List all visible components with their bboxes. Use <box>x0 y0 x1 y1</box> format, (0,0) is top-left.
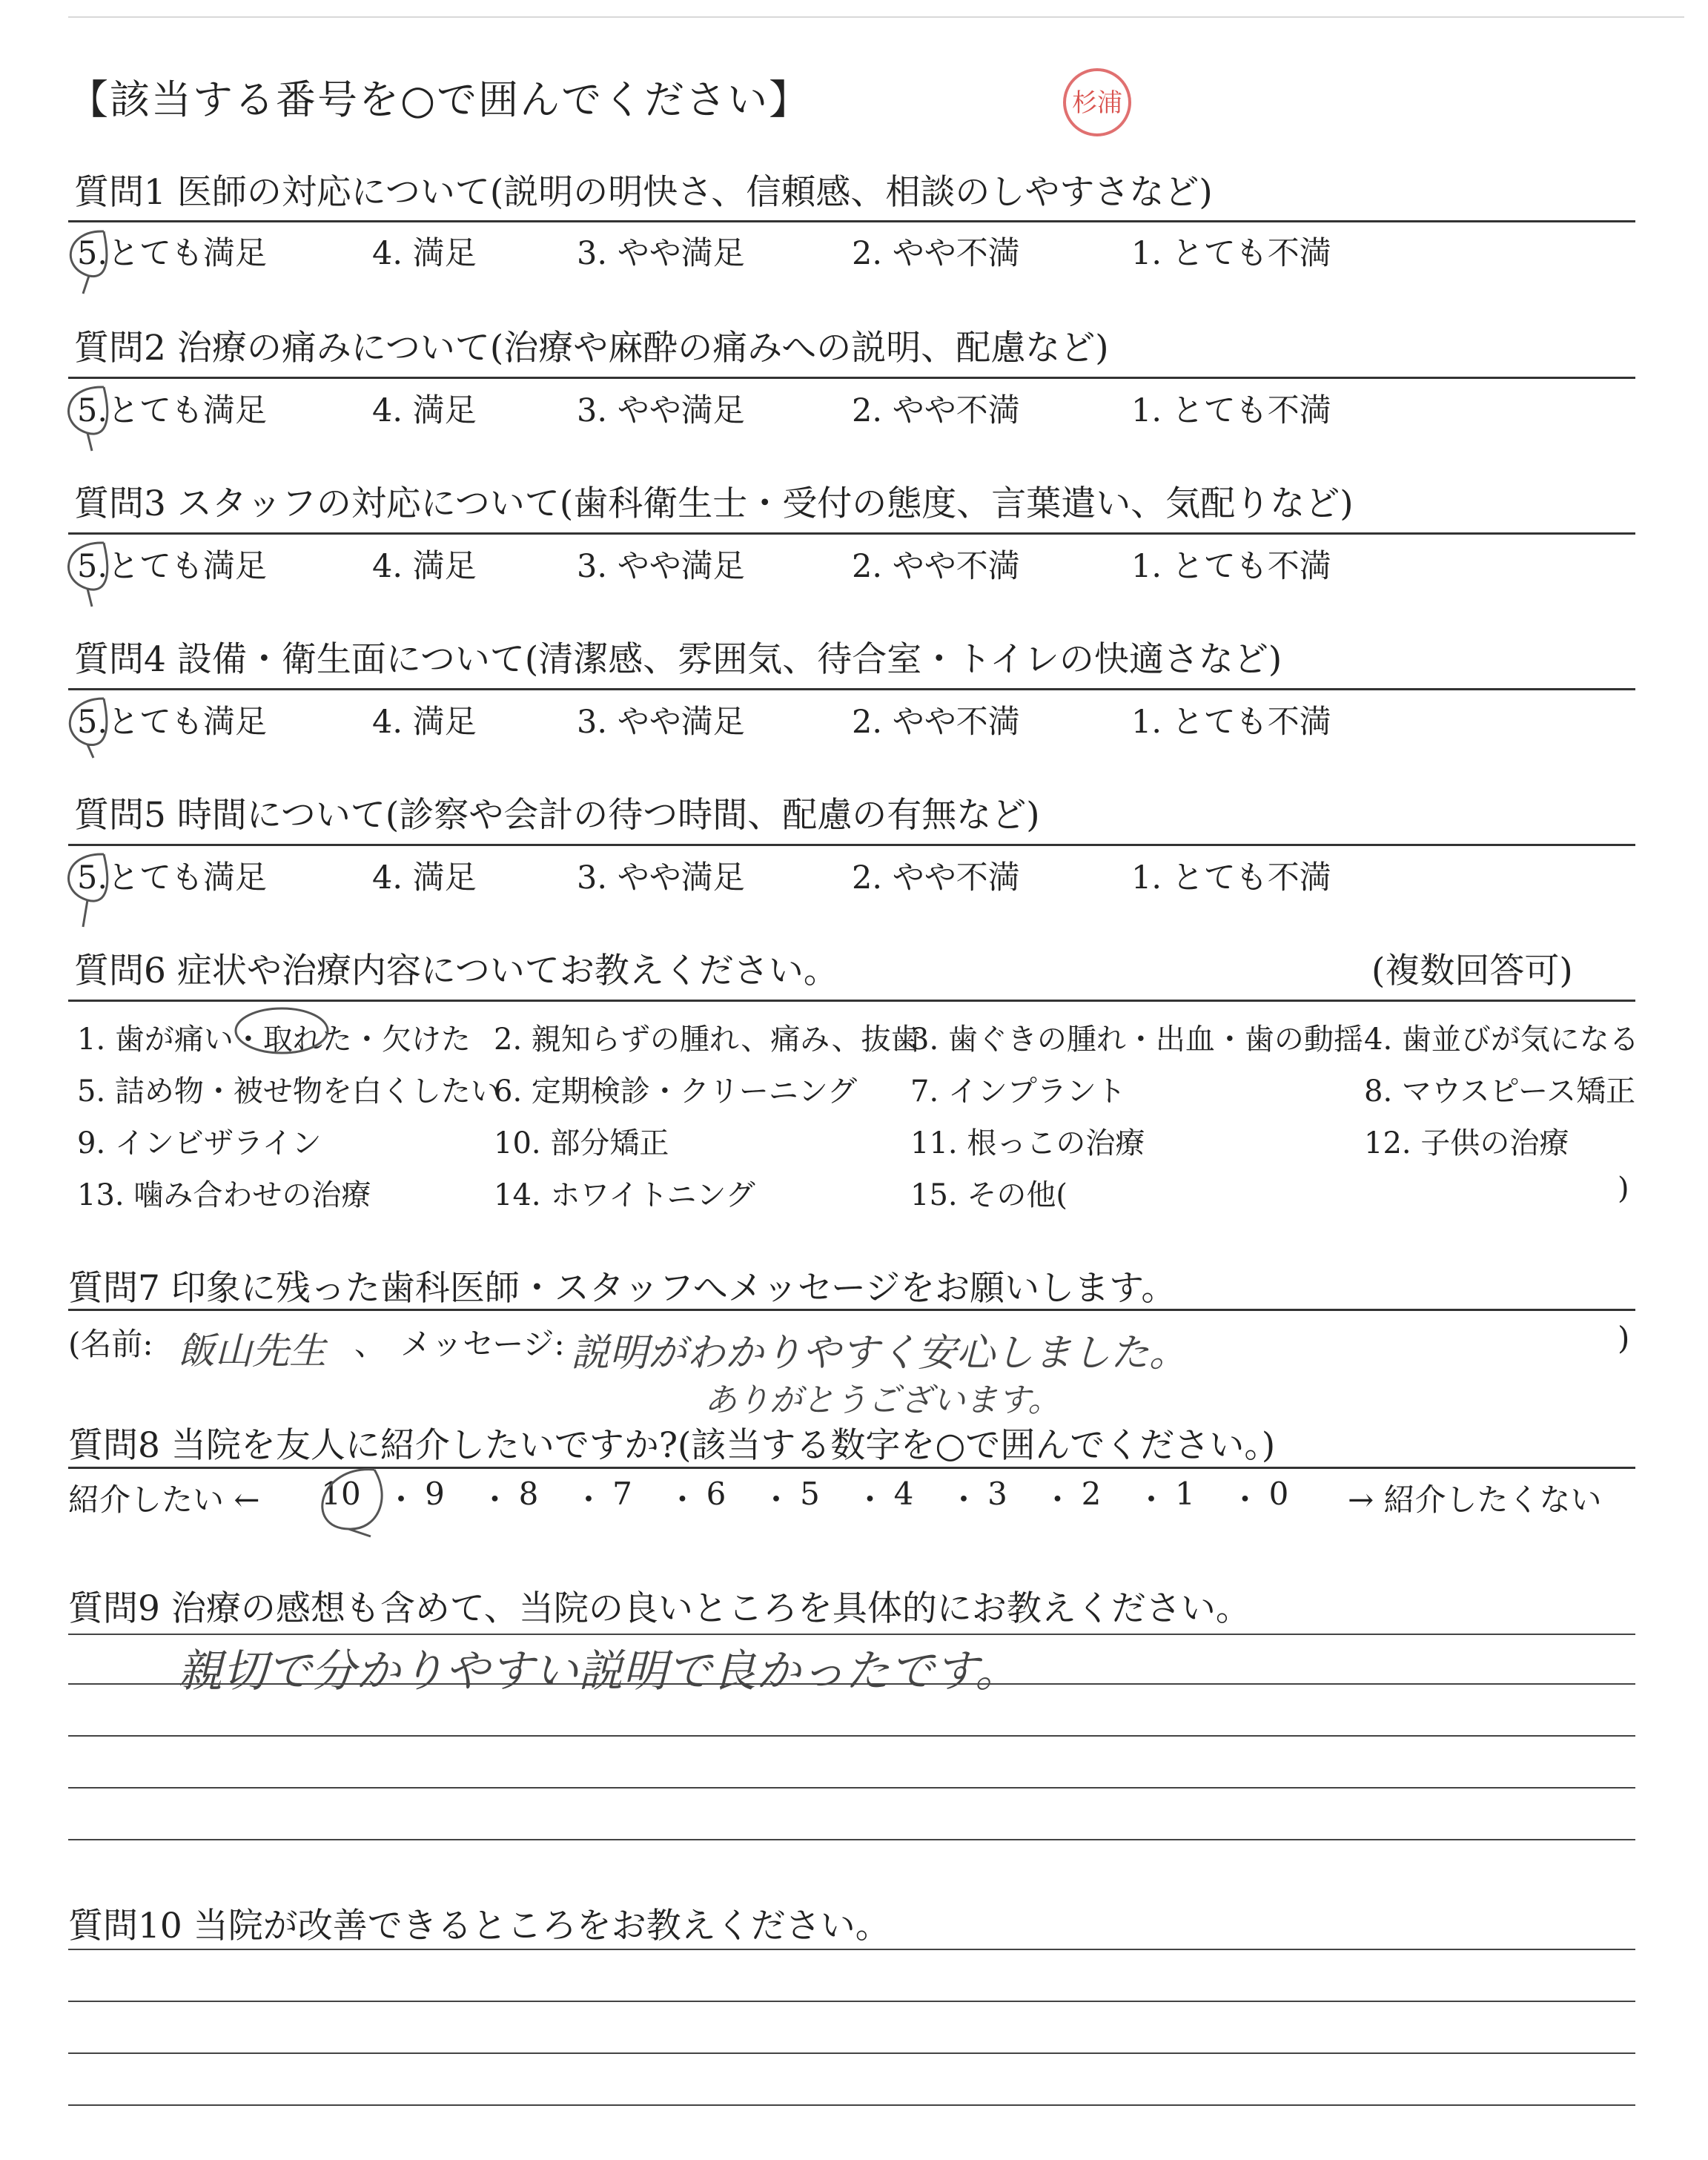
q6-item-2[interactable]: 2. 親知らずの腫れ、痛み、抜歯 <box>494 1023 921 1057</box>
q6-item-10[interactable]: 10. 部分矯正 <box>494 1126 669 1160</box>
question-4-options <box>68 697 1551 742</box>
q8-scale-separator: ・ <box>573 1482 605 1518</box>
option-1[interactable]: 1. とても不満 <box>1131 235 1331 272</box>
stamp-text: 杉浦 <box>1072 88 1122 118</box>
option-4[interactable]: 4. 満足 <box>372 548 477 585</box>
q8-scale-separator: ・ <box>761 1482 792 1518</box>
question-7-title: 質問7 印象に残った歯科医師・スタッフへメッセージをお願いします。 <box>68 1268 1176 1309</box>
question-6-rule <box>68 1000 1635 1002</box>
q8-scale-separator: ・ <box>948 1482 980 1518</box>
question-1-options <box>68 228 1551 273</box>
q10-line-2 <box>68 2001 1635 2002</box>
q7-message-label: メッセージ: <box>400 1326 565 1362</box>
q8-scale-separator: ・ <box>479 1482 511 1518</box>
question-3-options <box>68 541 1551 586</box>
q8-left-label: 紹介したい ← <box>68 1482 260 1518</box>
q10-line-4 <box>68 2104 1635 2106</box>
q6-item-4[interactable]: 4. 歯並びが気になる <box>1364 1023 1639 1057</box>
question-3-title: 質問3 スタッフの対応について(歯科衛生士・受付の態度、言葉遣い、気配りなど) <box>74 483 1354 524</box>
question-5-options <box>68 853 1551 897</box>
q8-scale-0[interactable]: 0 <box>1268 1476 1289 1512</box>
question-5-rule <box>68 844 1635 846</box>
q6-item-6[interactable]: 6. 定期検診・クリーニング <box>494 1074 858 1109</box>
q10-line-3 <box>68 2052 1635 2054</box>
question-7-rule <box>68 1309 1635 1311</box>
question-4-title: 質問4 設備・衛生面について(清潔感、雰囲気、待合室・トイレの快適さなど) <box>74 639 1282 680</box>
option-2[interactable]: 2. やや不満 <box>852 548 1020 585</box>
q8-scale-4[interactable]: 4 <box>893 1476 914 1512</box>
q6-item-5[interactable]: 5. 詰め物・被せ物を白くしたい <box>77 1074 500 1109</box>
option-2[interactable]: 2. やや不満 <box>852 859 1020 896</box>
question-1-title: 質問1 医師の対応について(説明の明快さ、信頼感、相談のしやすさなど) <box>74 172 1213 213</box>
option-2[interactable]: 2. やや不満 <box>852 704 1020 741</box>
question-4-rule <box>68 688 1635 690</box>
option-5[interactable]: 5.とても満足 <box>77 548 268 585</box>
option-1[interactable]: 1. とても不満 <box>1131 392 1331 429</box>
question-6-note: (複数回答可) <box>1371 951 1573 991</box>
q7-message-line-1[interactable]: 説明がわかりやすく安心しました。 <box>571 1331 1188 1375</box>
q6-item-12[interactable]: 12. 子供の治療 <box>1364 1126 1569 1160</box>
option-1[interactable]: 1. とても不満 <box>1131 548 1331 585</box>
q8-scale-7[interactable]: 7 <box>612 1476 632 1512</box>
question-1-rule <box>68 220 1635 222</box>
question-8-title: 質問8 当院を友人に紹介したいですか?(該当する数字を○で囲んでください。) <box>68 1425 1276 1466</box>
option-3[interactable]: 3. やや満足 <box>577 548 745 585</box>
q8-scale-separator: ・ <box>1042 1482 1073 1518</box>
option-5[interactable]: 5.とても満足 <box>77 392 268 429</box>
option-3[interactable]: 3. やや満足 <box>577 704 745 741</box>
q6-item-7[interactable]: 7. インプラント <box>910 1074 1126 1109</box>
q6-item-1[interactable]: 1. 歯が痛い・取れた・欠けた <box>77 1023 471 1057</box>
option-4[interactable]: 4. 満足 <box>372 704 477 741</box>
q7-name-value[interactable]: 飯山先生 <box>178 1330 326 1373</box>
option-2[interactable]: 2. やや不満 <box>852 235 1020 272</box>
q7-separator: 、 <box>354 1326 386 1362</box>
q6-item-13[interactable]: 13. 噛み合わせの治療 <box>77 1178 371 1212</box>
q8-scale-3[interactable]: 3 <box>987 1476 1007 1512</box>
q7-message-line-2[interactable]: ありがとうございます。 <box>704 1381 1061 1419</box>
question-2-rule <box>68 377 1635 379</box>
question-3-rule <box>68 532 1635 535</box>
q6-item-9[interactable]: 9. インビザライン <box>77 1126 322 1160</box>
q8-scale-separator: ・ <box>1136 1482 1168 1518</box>
option-3[interactable]: 3. やや満足 <box>577 392 745 429</box>
q8-scale-separator: ・ <box>1229 1482 1261 1518</box>
q8-scale-1[interactable]: 1 <box>1175 1476 1195 1512</box>
question-2-title: 質問2 治療の痛みについて(治療や麻酔の痛みへの説明、配慮など) <box>74 328 1109 369</box>
option-4[interactable]: 4. 満足 <box>372 235 477 272</box>
question-6-title: 質問6 症状や治療内容についてお教えください。 <box>74 951 838 991</box>
q8-scale-9[interactable]: 9 <box>425 1476 445 1512</box>
q8-scale-8[interactable]: 8 <box>518 1476 539 1512</box>
q6-item-8[interactable]: 8. マウスピース矯正 <box>1364 1074 1636 1109</box>
option-4[interactable]: 4. 満足 <box>372 859 477 896</box>
q7-name-label: (名前: <box>68 1326 153 1362</box>
question-10-title: 質問10 当院が改善できるところをお教えください。 <box>68 1906 890 1946</box>
option-5[interactable]: 5.とても満足 <box>77 235 268 272</box>
q8-right-label: → 紹介したくない <box>1348 1482 1602 1518</box>
q6-item-15[interactable]: 15. その他( <box>910 1178 1068 1212</box>
q8-scale-10[interactable]: 10 <box>321 1476 361 1512</box>
q9-line-5 <box>68 1839 1635 1840</box>
q8-scale-separator: ・ <box>666 1482 698 1518</box>
q9-line-1 <box>68 1634 1635 1635</box>
question-9-title: 質問9 治療の感想も含めて、当院の良いところを具体的にお教えください。 <box>68 1588 1251 1629</box>
option-5[interactable]: 5.とても満足 <box>77 859 268 896</box>
option-3[interactable]: 3. やや満足 <box>577 235 745 272</box>
option-1[interactable]: 1. とても不満 <box>1131 859 1331 896</box>
q6-item-15-close: ) <box>1618 1172 1629 1206</box>
question-8-rule <box>68 1467 1635 1469</box>
q9-line-4 <box>68 1787 1635 1789</box>
q9-answer[interactable]: 親切で分かりやすい説明で良かったです。 <box>178 1645 1020 1697</box>
option-4[interactable]: 4. 満足 <box>372 392 477 429</box>
page-title: 【該当する番号を○で囲んでください】 <box>68 76 811 123</box>
q8-scale-separator: ・ <box>854 1482 886 1518</box>
question-2-options <box>68 386 1551 430</box>
q10-line-1 <box>68 1949 1635 1950</box>
q8-scale-2[interactable]: 2 <box>1081 1476 1102 1512</box>
q6-item-3[interactable]: 3. 歯ぐきの腫れ・出血・歯の動揺 <box>910 1023 1363 1057</box>
top-border <box>68 16 1684 18</box>
option-2[interactable]: 2. やや不満 <box>852 392 1020 429</box>
q7-close-paren: ) <box>1618 1320 1630 1356</box>
q9-line-3 <box>68 1735 1635 1737</box>
q8-scale-6[interactable]: 6 <box>706 1476 726 1512</box>
q8-scale-separator: ・ <box>385 1482 417 1518</box>
q6-item-11[interactable]: 11. 根っこの治療 <box>910 1126 1145 1160</box>
option-1[interactable]: 1. とても不満 <box>1131 704 1331 741</box>
option-3[interactable]: 3. やや満足 <box>577 859 745 896</box>
question-5-title: 質問5 時間について(診察や会計の待つ時間、配慮の有無など) <box>74 795 1040 836</box>
q8-scale-5[interactable]: 5 <box>800 1476 820 1512</box>
stamp-seal <box>1060 65 1134 139</box>
q6-item-14[interactable]: 14. ホワイトニング <box>494 1178 755 1212</box>
option-5[interactable]: 5.とても満足 <box>77 704 268 741</box>
